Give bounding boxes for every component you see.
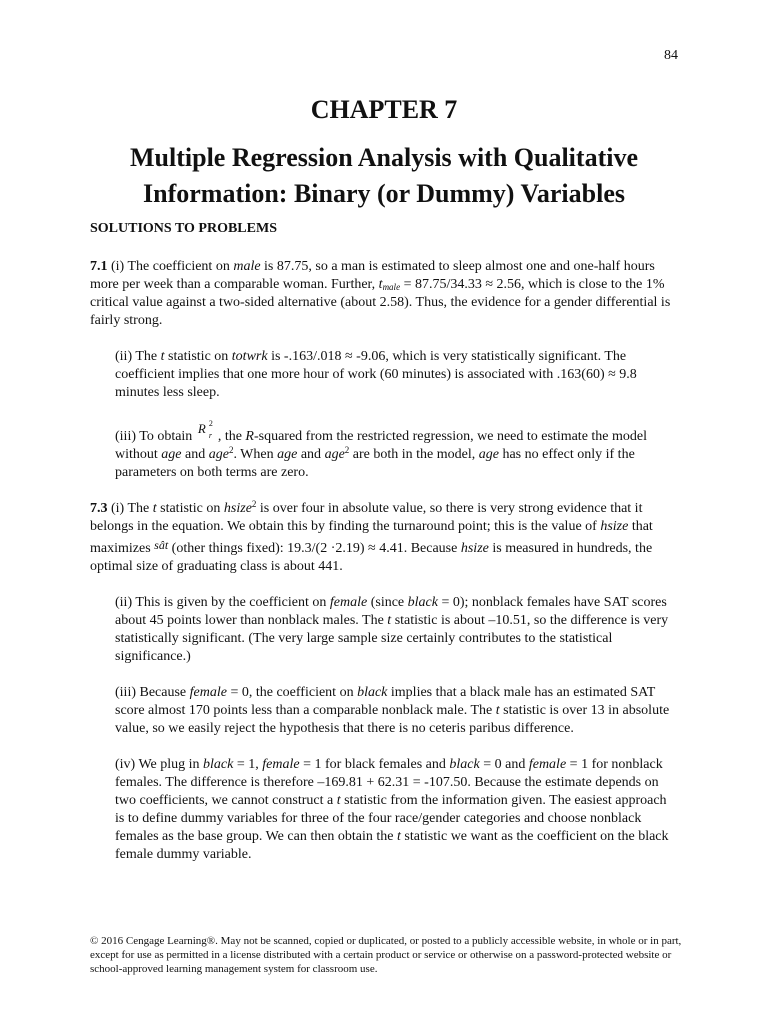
subscript-male: male	[382, 282, 401, 292]
variable-male: male	[233, 259, 261, 274]
variable-female: female	[189, 685, 227, 700]
variable-age: age	[208, 447, 229, 462]
variable-female: female	[262, 757, 300, 772]
page-number: 84	[664, 48, 678, 63]
variable-t: t	[397, 829, 401, 844]
variable-totwrk: totwrk	[231, 349, 268, 364]
text: , the	[217, 429, 246, 444]
text: (i) The	[111, 501, 153, 516]
text: is measured in hundreds, the optimal size of graduating class is about 441.	[90, 541, 653, 574]
text: = 1 for nonblack females. The difference is therefore –169.81 + 62.31 = -107.50. Because the estimate depends on two coefficients, we cannot construct a	[115, 757, 663, 808]
text: statistic on	[164, 349, 232, 364]
solutions-body	[90, 258, 678, 882]
copyright-footer: © 2016 Cengage Learning®. May not be scanned, copied or duplicated, or posted to a publicly accessible website, in whole or in part, except for use as permitted in a license distributed with a certain product or service or otherwise on a password-protected website or school-approved learning management system for classroom use.	[90, 935, 682, 975]
problem-7-1-part-iii	[90, 420, 678, 482]
chapter-heading: CHAPTER 7	[310, 95, 458, 124]
variable-hsize: hsize	[223, 501, 252, 516]
r-squared-restricted-symbol	[196, 419, 218, 440]
variable-black: black	[449, 757, 480, 772]
problem-number: 7.1	[90, 259, 108, 274]
sat-hat-symbol: sât	[154, 538, 169, 552]
variable-black: black	[357, 685, 388, 700]
text: and	[181, 447, 209, 462]
variable-hsize: hsize	[460, 541, 489, 556]
text: statistic from the information given. The easiest approach is to define dummy variables for three of the four race/gender categories and choose nonblack females as the base group. We can then obtain the	[115, 793, 667, 844]
text: (ii) The	[115, 349, 161, 364]
text: that maximizes	[90, 519, 653, 556]
text: statistic on	[156, 501, 224, 516]
variable-t: t	[152, 501, 157, 516]
text: = 0); nonblack females have SAT scores about 45 points lower than nonblack males. The	[115, 595, 667, 628]
chapter-title-line-2: Information: Binary (or Dummy) Variables	[143, 179, 625, 208]
text: (iv) We plug in	[115, 757, 204, 772]
text: (i) The coefficient on	[111, 259, 234, 274]
text: is -.163/.018 ≈ -9.06, which is very statistically significant. The coefficient implies that one more hour of work (60 minutes) is associated with .163(60) ≈ 9.8 minutes less sleep.	[115, 349, 637, 400]
text: . When	[233, 447, 278, 462]
problem-7-3-part-ii	[90, 594, 678, 666]
text: (other things fixed): 19.3/(2 ·2.19) ≈ 4.41. Because	[168, 541, 461, 556]
problem-7-3-part-i	[90, 500, 678, 576]
text: statistic is over 13 in absolute value, so we easily reject the hypothesis that there is no ceteris paribus difference.	[115, 703, 670, 736]
variable-t: t	[495, 703, 500, 718]
chapter-title	[80, 140, 688, 212]
text: (iii) To obtain	[115, 429, 196, 444]
variable-black: black	[203, 757, 234, 772]
problem-7-1-part-ii	[90, 348, 678, 402]
text: statistic we want as the coefficient on the black female dummy variable.	[115, 829, 669, 862]
r-subscript: r	[208, 431, 212, 440]
variable-t: t	[387, 613, 392, 628]
variable-t: t	[378, 277, 383, 292]
text: = 87.75/34.33 ≈ 2.56, which is close to the 1% critical value against a two-sided alternative (about 2.58). Thus, the evidence for a gender differential is fairly strong.	[90, 277, 671, 328]
variable-age: age	[277, 447, 298, 462]
variable-age: age	[478, 447, 499, 462]
problem-7-3-part-iii	[90, 684, 678, 738]
variable-t: t	[160, 349, 165, 364]
text: = 0 and	[479, 757, 529, 772]
text: is over four in absolute value, so there is very strong evidence that it belongs in the equation. We obtain this by finding the turnaround point; this is the value of	[90, 501, 643, 534]
section-heading: SOLUTIONS TO PROBLEMS	[90, 221, 277, 236]
text: (iii) Because	[115, 685, 190, 700]
variable-black: black	[407, 595, 438, 610]
variable-age: age	[324, 447, 345, 462]
text: implies that a black male has an estimated SAT score almost 170 points less than a comparable nonblack male. The	[115, 685, 656, 718]
variable-r: R	[245, 429, 254, 444]
text: statistic is about –10.51, so the difference is very statistically significant. (The very large sample size certainly contributes to the statistical significance.)	[115, 613, 669, 664]
superscript: 2	[251, 499, 257, 509]
problem-number: 7.3	[90, 501, 108, 516]
text: and	[297, 447, 325, 462]
text: (ii) This is given by the coefficient on	[115, 595, 330, 610]
superscript: 2	[344, 445, 350, 455]
r-letter: R	[197, 421, 206, 436]
variable-age: age	[161, 447, 182, 462]
text: has no effect only if the parameters on both terms are zero.	[115, 447, 635, 480]
text: = 1 for black females and	[299, 757, 450, 772]
text: is 87.75, so a man is estimated to sleep almost one and one-half hours more per week than a comparable woman. Further,	[90, 259, 655, 292]
variable-t: t	[336, 793, 341, 808]
problem-7-3-part-iv	[90, 756, 678, 864]
variable-hsize: hsize	[600, 519, 629, 534]
variable-female: female	[329, 595, 368, 610]
problem-7-1-part-i	[90, 258, 678, 330]
chapter-title-line-1: Multiple Regression Analysis with Qualitative	[130, 143, 638, 172]
text: = 0, the coefficient on	[226, 685, 358, 700]
text: -squared from the restricted regression, we need to estimate the model without	[115, 429, 648, 462]
text: = 1,	[233, 757, 263, 772]
text: are both in the model,	[349, 447, 479, 462]
superscript: 2	[228, 445, 234, 455]
r-superscript: 2	[208, 419, 213, 428]
variable-female: female	[528, 757, 567, 772]
text: (since	[367, 595, 408, 610]
